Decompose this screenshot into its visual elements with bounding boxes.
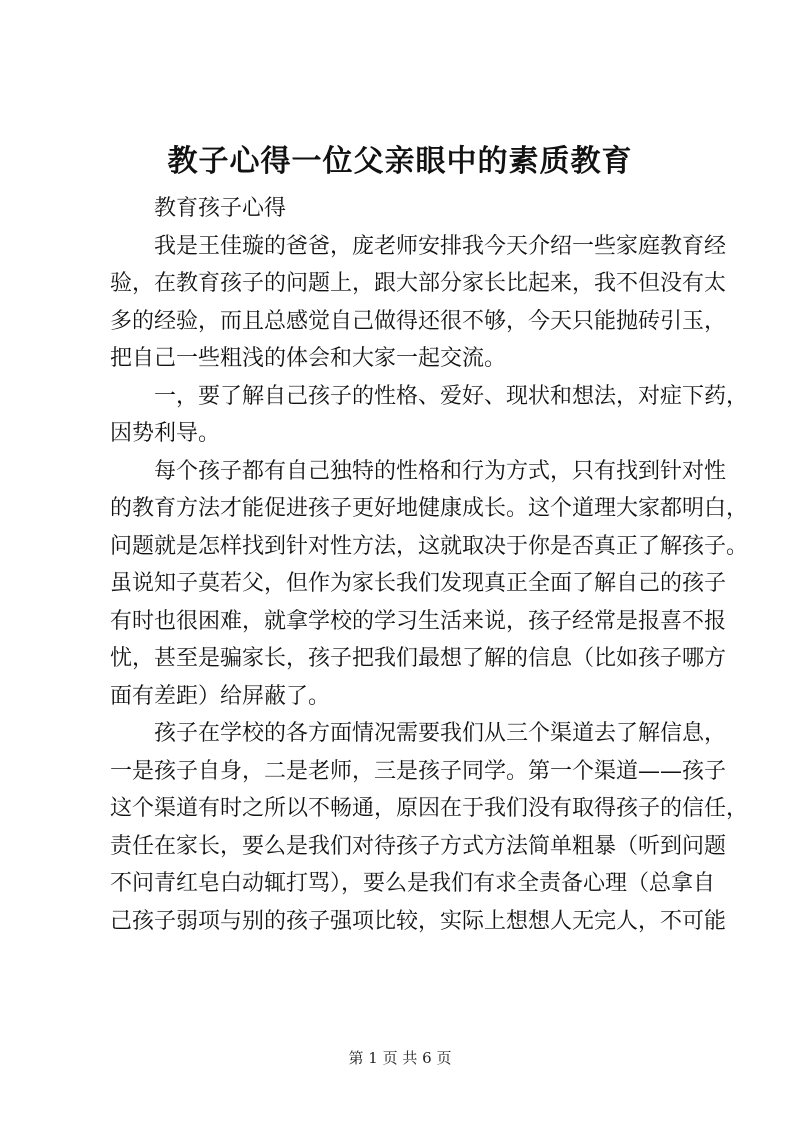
document-title: 教子心得一位父亲眼中的素质教育 (167, 144, 633, 179)
paragraph-line: 多的经验，而且总感觉自己做得还很不够，今天只能抛砖引玉， (110, 308, 727, 334)
paragraph-line: 不问青红皂白动辄打骂），要么是我们有求全责备心理（总拿自 (110, 871, 716, 896)
paragraph-line: 有时也很困难，就拿学校的学习生活来说，孩子经常是报喜不报 (110, 608, 727, 634)
paragraph-line: 每个孩子都有自己独特的性格和行为方式，只有找到针对性 (154, 458, 727, 484)
page-footer: 第 1 页 共 6 页 (348, 1049, 452, 1067)
paragraph-line: 孩子在学校的各方面情况需要我们从三个渠道去了解信息， (154, 721, 727, 746)
paragraph-line: 问题就是怎样找到针对性方法，这就取决于你是否真正了解孩子。 (110, 533, 749, 559)
paragraph-line: 己孩子弱项与别的孩子强项比较，实际上想想人无完人，不可能 (110, 908, 727, 934)
paragraph-line: 虽说知子莫若父，但作为家长我们发现真正全面了解自己的孩子 (110, 571, 727, 596)
paragraph-line: 一是孩子自身，二是老师，三是孩子同学。第一个渠道——孩子 (110, 758, 727, 784)
paragraph-line: 因势利导。 (110, 421, 221, 446)
paragraph-line: 把自己一些粗浅的体会和大家一起交流。 (110, 346, 507, 371)
paragraph-line: 一，要了解自己孩子的性格、爱好、现状和想法，对症下药， (154, 383, 749, 409)
paragraph-line: 面有差距）给屏蔽了。 (110, 683, 331, 709)
paragraph-line: 责任在家长，要么是我们对待孩子方式方法简单粗暴（听到问题 (110, 833, 727, 859)
document-body (110, 190, 749, 940)
paragraph-line: 忧，甚至是骗家长，孩子把我们最想了解的信息（比如孩子哪方 (110, 646, 727, 671)
paragraph-line: 验，在教育孩子的问题上，跟大部分家长比起来，我不但没有太 (110, 271, 727, 296)
paragraph-line: 的教育方法才能促进孩子更好地健康成长。这个道理大家都明白， (110, 496, 749, 521)
paragraph-line: 教育孩子心得 (154, 196, 287, 221)
paragraph-line: 我是王佳璇的爸爸，庞老师安排我今天介绍一些家庭教育经 (154, 233, 727, 259)
paragraph-line: 这个渠道有时之所以不畅通，原因在于我们没有取得孩子的信任， (110, 796, 749, 821)
